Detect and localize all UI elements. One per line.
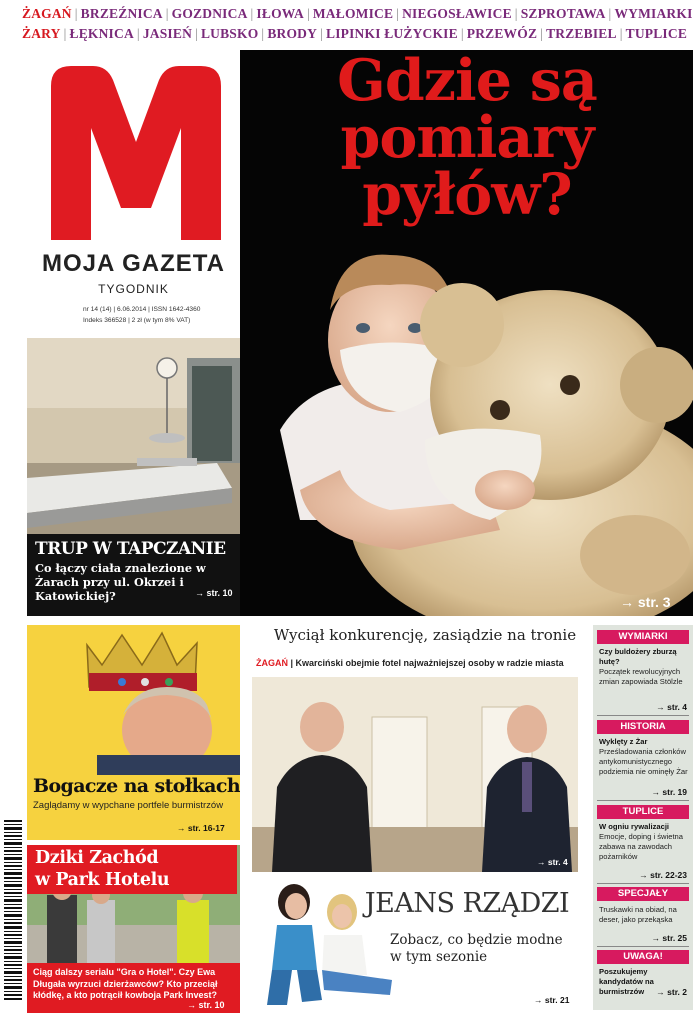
issue-meta-line: nr 14 (14) | 6.06.2014 | ISSN 1642-4360 bbox=[83, 306, 201, 313]
headline-line: Gdzie są bbox=[337, 47, 597, 114]
sidebar-teasers bbox=[593, 625, 693, 1010]
town-name[interactable]: NIEGOSŁAWICE bbox=[402, 6, 512, 21]
sidebar-label[interactable]: HISTORIA bbox=[597, 720, 689, 734]
center-story-place: ŻAGAŃ bbox=[256, 658, 288, 668]
sidebar-teaser-text: Prześladowania członków antykomunistycznego podziemia nie ominęły Żar bbox=[599, 747, 688, 776]
town-name[interactable]: TUPLICE bbox=[625, 26, 688, 41]
left-story-subtitle: Co łączy ciała znalezione w Żarach przy ul. Okrzei i Katowickiej? bbox=[35, 561, 206, 603]
sidebar-teaser-text: Początek rewolucyjnych zmian zapowiada Stölzle bbox=[599, 667, 683, 686]
sidebar-teaser-title: Wyklęty z Żar bbox=[599, 737, 648, 746]
dziki-story-title bbox=[27, 845, 237, 894]
dziki-title-line: w Park Hotelu bbox=[35, 870, 170, 890]
yellow-story-title: Bogacze na stołkach bbox=[33, 775, 240, 797]
town-name[interactable]: ŻARY bbox=[22, 26, 61, 41]
sidebar-ref[interactable]: → str. 2 bbox=[656, 987, 687, 997]
yellow-story-subtitle: Zaglądamy w wypchane portfele burmistrzów bbox=[33, 800, 224, 811]
center-story-line: Kwarciński obejmie fotel najważniejszej osoby w radzie miasta bbox=[295, 658, 564, 668]
jeans-story-ref[interactable]: → str. 21 bbox=[534, 995, 570, 1005]
sidebar-label[interactable]: TUPLICE bbox=[597, 805, 689, 819]
left-story-box[interactable] bbox=[27, 534, 240, 616]
dziki-story-box[interactable] bbox=[27, 845, 240, 1013]
masthead-logo[interactable] bbox=[27, 50, 240, 338]
sidebar-teaser[interactable] bbox=[599, 737, 689, 777]
left-story-photo bbox=[27, 338, 240, 534]
issue-meta-line: Indeks 366528 | 2 zł (w tym 8% VAT) bbox=[83, 317, 191, 324]
town-name[interactable]: WYMIARKI bbox=[614, 6, 693, 21]
town-name[interactable]: PRZEWÓZ bbox=[466, 26, 538, 41]
sidebar-divider bbox=[597, 800, 689, 801]
left-story-ref[interactable]: → str. 10 bbox=[195, 588, 233, 598]
town-name[interactable]: ŁĘKNICA bbox=[69, 26, 134, 41]
sidebar-ref[interactable]: → str. 25 bbox=[651, 933, 687, 943]
sidebar-teaser[interactable] bbox=[599, 822, 689, 862]
town-name[interactable]: GOZDNICA bbox=[171, 6, 248, 21]
town-name[interactable]: JASIEŃ bbox=[142, 26, 193, 41]
sidebar-teaser[interactable] bbox=[599, 905, 689, 925]
center-story-lead: ŻAGAŃ | Kwarciński obejmie fotel najważniejszej osoby w radzie miasta bbox=[256, 658, 564, 668]
town-name[interactable]: LUBSKO bbox=[200, 26, 259, 41]
town-list-row-2: ŻARY | ŁĘKNICA | JASIEŃ | LUBSKO | BRODY | LIPINKI ŁUŻYCKIE | PRZEWÓZ | TRZEBIEL | TUPLICE bbox=[22, 26, 688, 41]
town-name[interactable]: ŻAGAŃ bbox=[22, 6, 72, 21]
headline-line: pyłów? bbox=[362, 161, 572, 228]
town-name[interactable]: BRODY bbox=[267, 26, 318, 41]
jeans-story-title: JEANS RZĄDZI bbox=[364, 888, 570, 919]
dziki-caption: Ciąg dalszy serialu "Gra o Hotel". Czy Ewa Długała wyrzuci dzierżawców? Kto przeciął kłódkę, a kto potrącił kowboja Park Invest? bbox=[33, 967, 218, 1000]
town-list-row-1: ŻAGAŃ | BRZEŹNICA | GOZDNICA | IŁOWA | MAŁOMICE | NIEGOSŁAWICE | SZPROTAWA | WYMIARKI bbox=[22, 6, 693, 21]
jeans-story-box[interactable] bbox=[252, 880, 578, 1010]
dziki-story-ref[interactable]: → str. 10 bbox=[187, 1000, 225, 1010]
main-story-ref[interactable]: → str. 3 bbox=[620, 594, 671, 610]
two-men-illustration bbox=[252, 677, 578, 872]
town-name[interactable]: SZPROTAWA bbox=[520, 6, 606, 21]
sidebar-divider bbox=[597, 946, 689, 947]
yellow-story-ref[interactable]: → str. 16-17 bbox=[177, 823, 225, 833]
sidebar-teaser[interactable] bbox=[599, 647, 689, 687]
center-story-title[interactable]: Wyciął konkurencję, zasiądzie na tronie bbox=[273, 626, 577, 644]
logo-m-mark bbox=[41, 58, 231, 248]
sidebar-ref[interactable]: → str. 4 bbox=[656, 702, 687, 712]
left-story-title: TRUP W TAPCZANIE bbox=[35, 539, 226, 559]
room-illustration bbox=[27, 338, 240, 534]
sidebar-label[interactable]: WYMIARKI bbox=[597, 630, 689, 644]
town-name[interactable]: LIPINKI ŁUŻYCKIE bbox=[325, 26, 458, 41]
sidebar-divider bbox=[597, 883, 689, 884]
dziki-title-line: Dziki Zachód bbox=[35, 848, 159, 868]
sidebar-teaser-text: Emocje, doping i świetna zabawa na zawodach pożarników bbox=[599, 832, 683, 861]
sidebar-teaser-text: Truskawki na obiad, na deser, jako przekąska bbox=[599, 905, 677, 924]
sidebar-divider bbox=[597, 715, 689, 716]
sidebar-ref[interactable]: → str. 19 bbox=[651, 787, 687, 797]
town-name[interactable]: MAŁOMICE bbox=[312, 6, 394, 21]
yellow-story-box[interactable] bbox=[27, 625, 240, 840]
logo-name: MOJA GAZETA bbox=[42, 250, 225, 277]
sidebar-label[interactable]: UWAGA! bbox=[597, 950, 689, 964]
headline-line: pomiary bbox=[340, 104, 594, 171]
sidebar-teaser-title: Czy buldożery zburzą hutę? bbox=[599, 647, 677, 666]
barcode-icon bbox=[4, 820, 22, 1000]
issue-meta bbox=[83, 304, 200, 326]
dziki-caption-box bbox=[27, 963, 240, 1013]
crowned-man-illustration bbox=[27, 625, 240, 775]
town-name[interactable]: TRZEBIEL bbox=[546, 26, 617, 41]
sidebar-ref[interactable]: → str. 22-23 bbox=[639, 870, 687, 880]
center-story-photo[interactable] bbox=[252, 677, 578, 872]
town-name[interactable]: BRZEŹNICA bbox=[80, 6, 163, 21]
sidebar-teaser-title: Poszukujemy kandydatów na burmistrzów bbox=[599, 967, 654, 996]
sidebar-teaser-title: W ogniu rywalizacji bbox=[599, 822, 670, 831]
jeans-story-subtitle: Zobacz, co będzie modne w tym sezonie bbox=[390, 932, 563, 965]
main-headline[interactable] bbox=[262, 47, 672, 228]
logo-subtitle: TYGODNIK bbox=[98, 282, 169, 296]
town-name[interactable]: IŁOWA bbox=[256, 6, 304, 21]
center-story-ref[interactable]: → str. 4 bbox=[537, 857, 568, 867]
sidebar-label[interactable]: SPECJAŁY bbox=[597, 887, 689, 901]
